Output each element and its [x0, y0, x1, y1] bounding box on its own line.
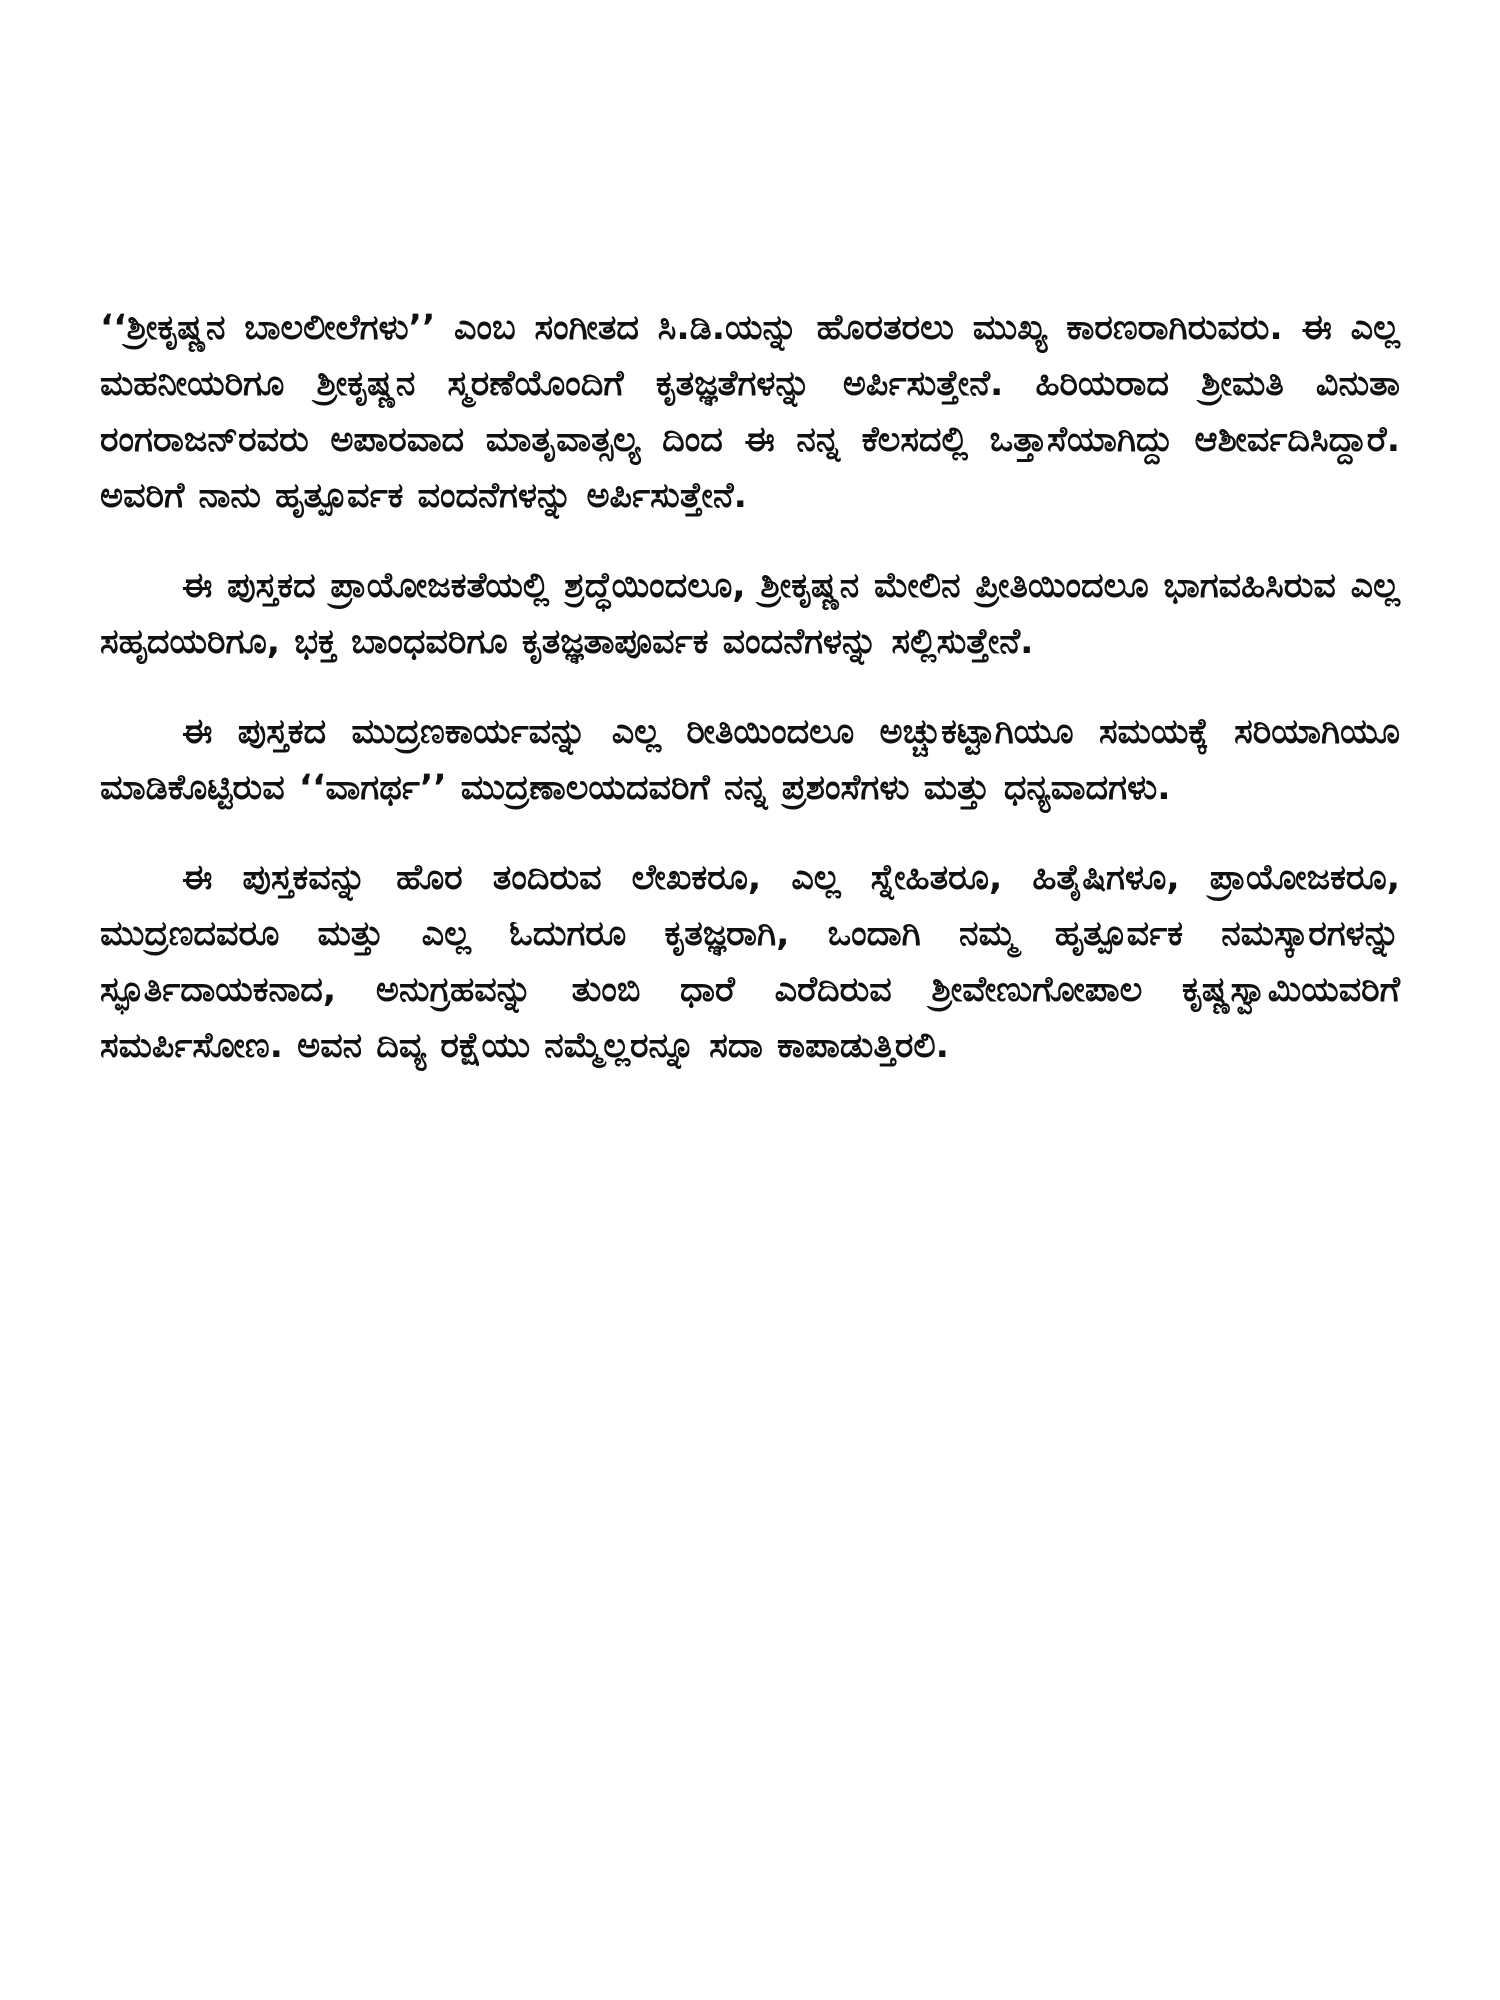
paragraph-1: ‘‘ಶ್ರೀಕೃಷ್ಣನ ಬಾಲಲೀಲೆಗಳು’’ ಎಂಬ ಸಂಗೀತದ ಸಿ.ಡಿ.ಯನ್ನು ಹೊರತರಲು ಮುಖ್ಯ ಕಾರಣರಾಗಿರುವರು. ಈ ಎಲ್ಲ ಮಹನೀಯರಿಗೂ ಶ್ರೀಕೃಷ್ಣನ ಸ್ಮರಣೆಯೊಂದಿಗೆ ಕೃತಜ್ಞತೆಗಳನ್ನು ಅರ್ಪಿಸುತ್ತೇನೆ. ಹಿರಿಯರಾದ ಶ್ರೀಮತಿ ವಿನುತಾ ರಂಗರಾಜನ್‌ರವರು ಅಪಾರವಾದ ಮಾತೃವಾತ್ಸಲ್ಯ ದಿಂದ ಈ ನನ್ನ ಕೆಲಸದಲ್ಲಿ ಒತ್ತಾಸೆಯಾಗಿದ್ದು ಆಶೀರ್ವದಿಸಿದ್ದಾರೆ. ಅವರಿಗೆ ನಾನು ಹೃತ್ಪೂರ್ವಕ ವಂದನೆಗಳನ್ನು ಅರ್ಪಿಸುತ್ತೇನೆ.: [100, 308, 1400, 516]
paragraph-2: ಈ ಪುಸ್ತಕದ ಪ್ರಾಯೋಜಕತೆಯಲ್ಲಿ ಶ್ರದ್ಧೆಯಿಂದಲೂ, ಶ್ರೀಕೃಷ್ಣನ ಮೇಲಿನ ಪ್ರೀತಿಯಿಂದಲೂ ಭಾಗವಹಿಸಿರುವ ಎಲ್ಲ ಸಹೃದಯರಿಗೂ, ಭಕ್ತ ಬಾಂಧವರಿಗೂ ಕೃತಜ್ಞತಾಪೂರ್ವಕ ವಂದನೆಗಳನ್ನು ಸಲ್ಲಿಸುತ್ತೇನೆ.: [100, 566, 1400, 662]
paragraph-3: ಈ ಪುಸ್ತಕದ ಮುದ್ರಣಕಾರ್ಯವನ್ನು ಎಲ್ಲ ರೀತಿಯಿಂದಲೂ ಅಚ್ಚುಕಟ್ಟಾಗಿಯೂ ಸಮಯಕ್ಕೆ ಸರಿಯಾಗಿಯೂ ಮಾಡಿಕೊಟ್ಟಿರುವ ‘‘ವಾಗರ್ಥ’’ ಮುದ್ರಣಾಲಯದವರಿಗೆ ನನ್ನ ಪ್ರಶಂಸೆಗಳು ಮತ್ತು ಧನ್ಯವಾದಗಳು.: [100, 712, 1400, 808]
paragraph-4: ಈ ಪುಸ್ತಕವನ್ನು ಹೊರ ತಂದಿರುವ ಲೇಖಕರೂ, ಎಲ್ಲ ಸ್ನೇಹಿತರೂ, ಹಿತೈಷಿಗಳೂ, ಪ್ರಾಯೋಜಕರೂ, ಮುದ್ರಣದವರೂ ಮತ್ತು ಎಲ್ಲ ಓದುಗರೂ ಕೃತಜ್ಞರಾಗಿ, ಒಂದಾಗಿ ನಮ್ಮ ಹೃತ್ಪೂರ್ವಕ ನಮಸ್ಕಾರಗಳನ್ನು ಸ್ಫೂರ್ತಿದಾಯಕನಾದ, ಅನುಗ್ರಹವನ್ನು ತುಂಬಿ ಧಾರೆ ಎರೆದಿರುವ ಶ್ರೀವೇಣುಗೋಪಾಲ ಕೃಷ್ಣಸ್ವಾಮಿಯವರಿಗೆ ಸಮರ್ಪಿಸೋಣ. ಅವನ ದಿವ್ಯ ರಕ್ಷೆಯು ನಮ್ಮೆಲ್ಲರನ್ನೂ ಸದಾ ಕಾಪಾಡುತ್ತಿರಲಿ.: [100, 858, 1400, 1066]
body-text: [100, 300, 1400, 1108]
